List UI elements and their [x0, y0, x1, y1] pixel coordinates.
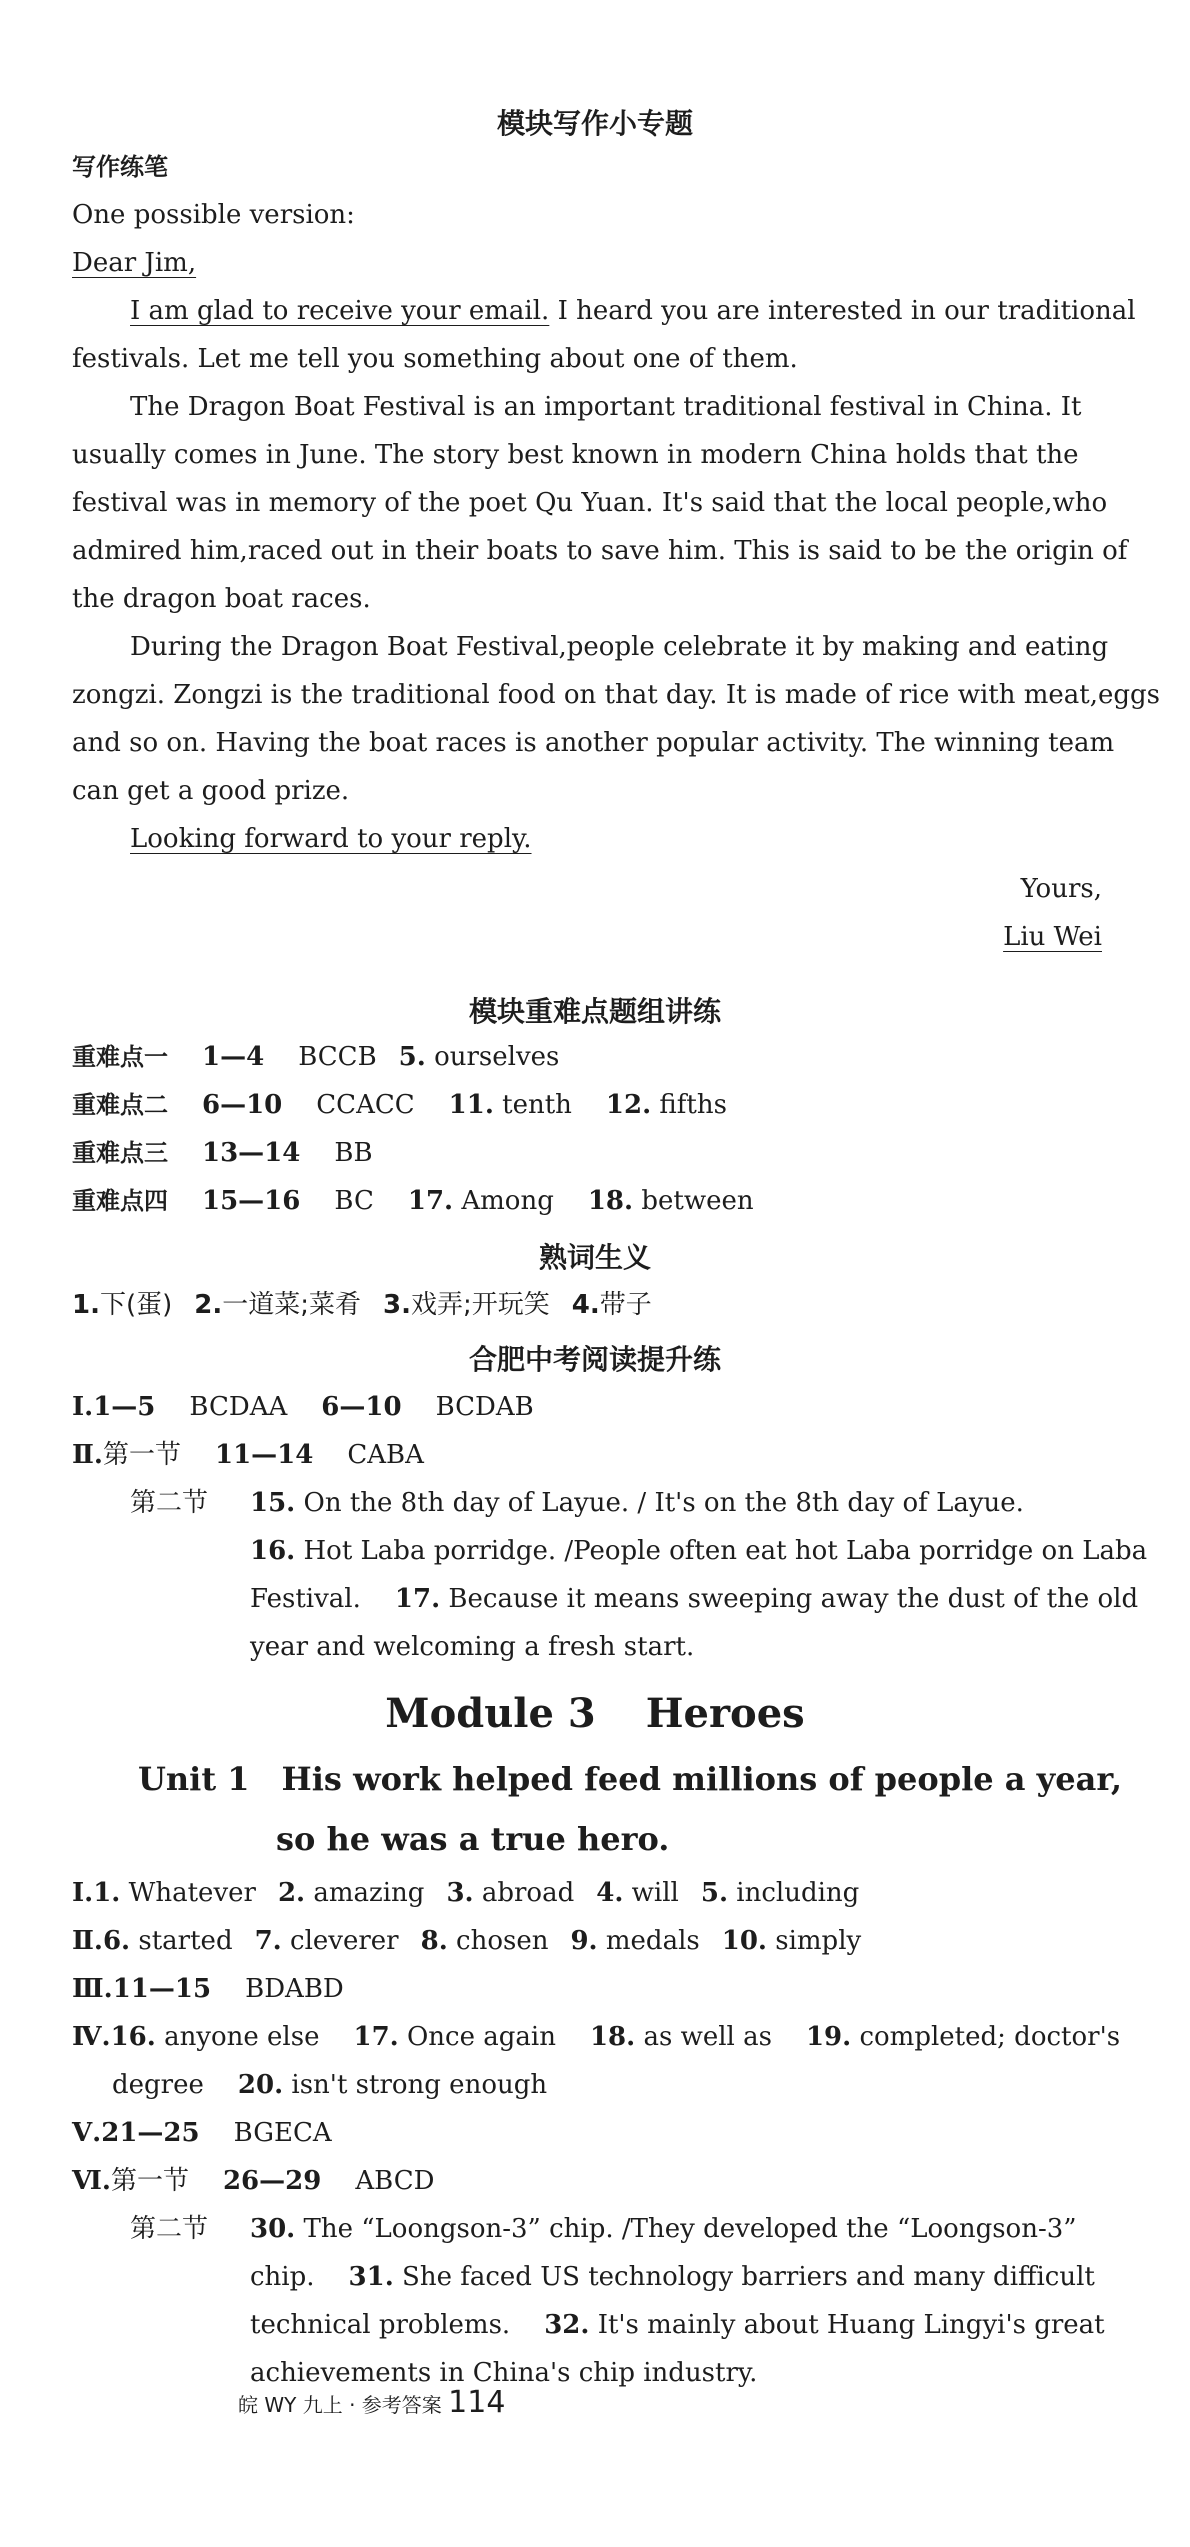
unit-title-cont: so he was a true hero. — [276, 1820, 670, 1858]
answers-section-2-label: 第二节 — [130, 2214, 209, 2244]
letter-line: admired him,raced out in their boats to save him. This is said to be the origin of — [72, 536, 1128, 566]
reading-title: 合肥中考阅读提升练 — [468, 1343, 721, 1376]
answer-row-6: Ⅵ.第一节 26—29 ABCD — [72, 2166, 435, 2196]
answer-q31-q32: technical problems. 32. It's mainly about Huang Lingyi's great — [250, 2310, 1105, 2340]
answer-row-4-cont: degree 20. isn't strong enough — [112, 2070, 548, 2100]
writing-section-title: 模块写作小专题 — [496, 107, 693, 140]
answer-row-1: Ⅰ.1. Whatever 2. amazing 3. abroad 4. will 5. including — [72, 1878, 860, 1908]
reading-line: Ⅱ.第一节 11—14 CABA — [72, 1440, 424, 1470]
answer-q30-q31: chip. 31. She faced US technology barriers and many difficult — [250, 2262, 1095, 2292]
reading-q16: 16. Hot Laba porridge. /People often eat hot Laba porridge on Laba — [250, 1536, 1148, 1566]
key-point-row: 重难点四 15—16 BC 17. Among 18. between — [72, 1186, 754, 1216]
key-point-row: 重难点三 13—14 BB — [72, 1138, 373, 1168]
key-point-row: 重难点一 1—4 BCCB 5. ourselves — [72, 1042, 560, 1072]
writing-intro: One possible version: — [72, 200, 355, 230]
letter-signature: Liu Wei — [1003, 922, 1102, 952]
letter-salutation: Dear Jim, — [72, 248, 197, 278]
answer-q32-cont: achievements in China's chip industry. — [250, 2358, 758, 2388]
vocab-items: 1.下(蛋) 2.一道菜;菜肴 3.戏弄;开玩笑 4.带子 — [72, 1290, 652, 1320]
letter-signoff: Yours, — [1020, 874, 1102, 904]
vocab-title: 熟词生义 — [538, 1241, 651, 1274]
answer-row-3: Ⅲ.11—15 BDABD — [72, 1974, 344, 2004]
key-points-title: 模块重难点题组讲练 — [468, 995, 721, 1028]
letter-line: festivals. Let me tell you something about one of them. — [72, 344, 798, 374]
reading-q15: 15. On the 8th day of Layue. / It's on the 8th day of Layue. — [250, 1488, 1024, 1518]
reading-line: Ⅰ.1—5 BCDAA 6—10 BCDAB — [72, 1392, 534, 1422]
letter-line: the dragon boat races. — [72, 584, 371, 614]
key-point-row: 重难点二 6—10 CCACC 11. tenth 12. fifths — [72, 1090, 727, 1120]
letter-line: zongzi. Zongzi is the traditional food on that day. It is made of rice with meat,eggs — [72, 680, 1160, 710]
letter-line: usually comes in June. The story best known in modern China holds that the — [72, 440, 1079, 470]
letter-line: can get a good prize. — [72, 776, 350, 806]
page-footer — [238, 2385, 505, 2420]
module-title: Module 3 Heroes — [385, 1690, 805, 1737]
answer-row-2: Ⅱ.6. started 7. cleverer 8. chosen 9. medals 10. simply — [72, 1926, 862, 1956]
letter-opening-sentence: I am glad to receive your email. — [130, 296, 550, 326]
unit-title: Unit 1 His work helped feed millions of people a year, — [138, 1760, 1122, 1798]
answer-q30: 30. The “Loongson-3” chip. /They developed the “Loongson-3” — [250, 2214, 1077, 2244]
footer-label: 皖 WY 九上 · 参考答案 — [238, 2393, 442, 2417]
reading-q16-q17: Festival. 17. Because it means sweeping away the dust of the old — [250, 1584, 1139, 1614]
page-number: 114 — [448, 2385, 506, 2420]
answer-row-5: Ⅴ.21—25 BGECA — [72, 2118, 332, 2148]
letter-line: I am glad to receive your email. I heard you are interested in our traditional — [130, 296, 1136, 326]
letter-line: The Dragon Boat Festival is an important traditional festival in China. It — [130, 392, 1082, 422]
answer-row-4: Ⅳ.16. anyone else 17. Once again 18. as well as 19. completed; doctor's — [72, 2022, 1121, 2052]
letter-line: and so on. Having the boat races is another popular activity. The winning team — [72, 728, 1115, 758]
letter-closing: Looking forward to your reply. — [130, 824, 532, 854]
letter-line: During the Dragon Boat Festival,people celebrate it by making and eating — [130, 632, 1109, 662]
writing-subtitle: 写作练笔 — [72, 153, 168, 181]
reading-section-2-label: 第二节 — [130, 1488, 209, 1518]
reading-q17-cont: year and welcoming a fresh start. — [250, 1632, 695, 1662]
letter-line: festival was in memory of the poet Qu Yuan. It's said that the local people,who — [72, 488, 1108, 518]
